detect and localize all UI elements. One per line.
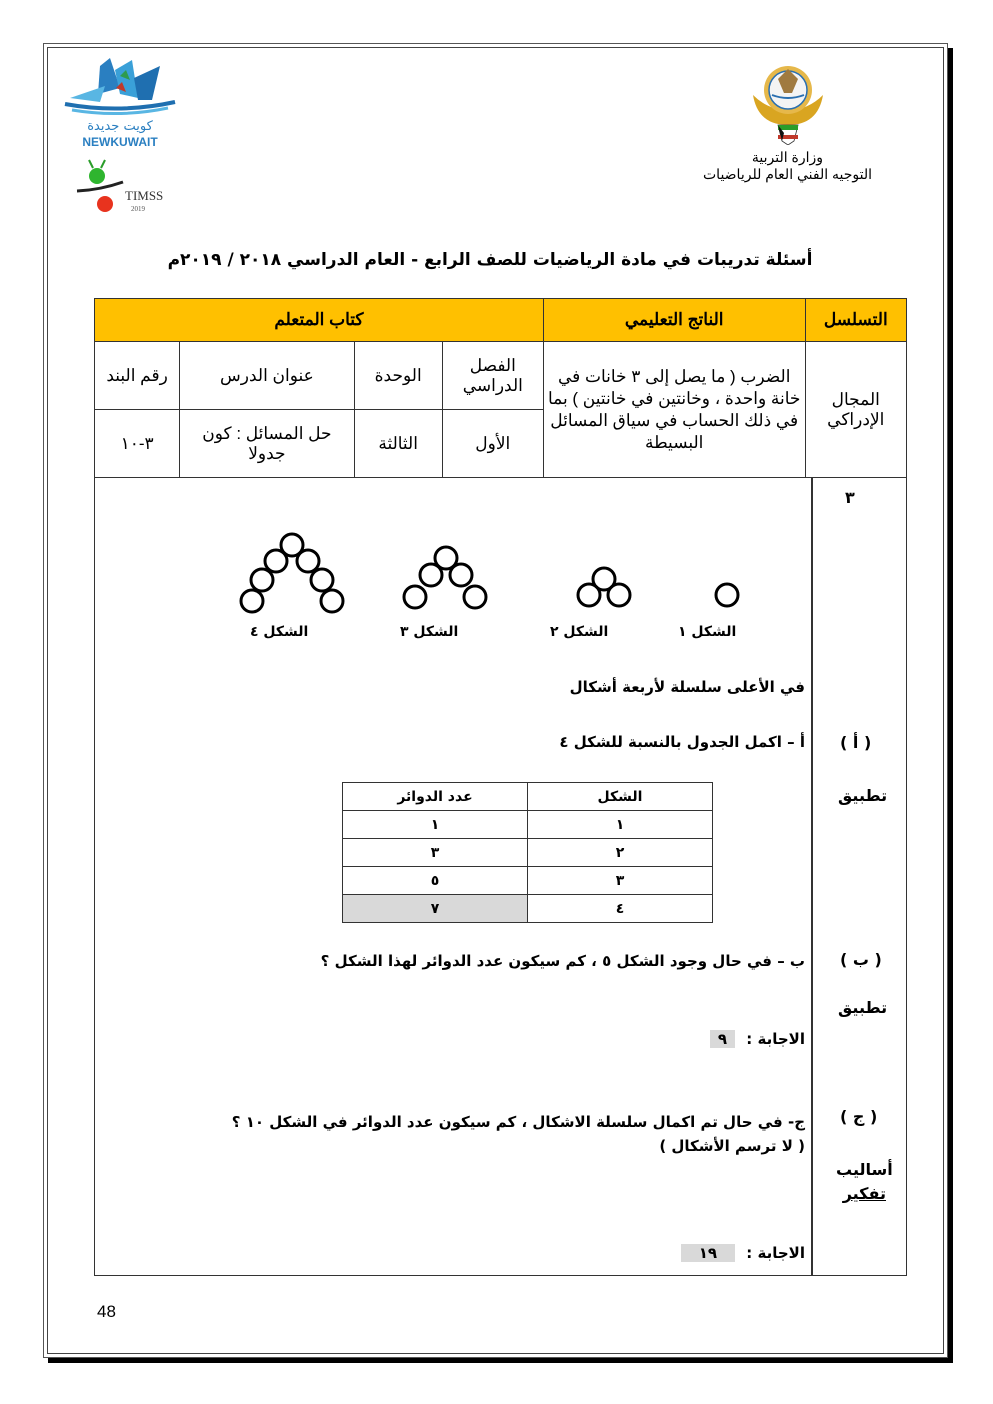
table-row xyxy=(343,839,713,867)
part-c-question-line1: ج- في حال تم اكمال سلسلة الاشكال ، كم سيكون عدد الدوائر في الشكل ١٠ ؟ xyxy=(231,1113,805,1131)
page-number: 48 xyxy=(97,1302,116,1321)
page-title: أسئلة تدريبات في مادة الرياضيات للصف الرابع - العام الدراسي ٢٠١٨ / ٢٠١٩م xyxy=(167,250,813,270)
cell-count: ١ xyxy=(343,811,528,839)
col-lesson-title: عنوان الدرس xyxy=(180,342,354,410)
info-table xyxy=(94,298,907,478)
cell-shape: ٢ xyxy=(528,839,713,867)
part-b-answer-box[interactable]: ٩ xyxy=(710,1030,735,1048)
answer-cell-count[interactable]: ٧ xyxy=(343,895,528,923)
kuwait-emblem-icon xyxy=(748,55,828,145)
header-sequence: التسلسل xyxy=(805,299,906,342)
part-c-answer-label: الاجابة : xyxy=(746,1244,805,1262)
shape-label-1: الشكل ١ xyxy=(678,624,737,640)
svg-text:NEWKUWAIT: NEWKUWAIT xyxy=(82,135,158,148)
cognitive-domain: المجال الإدراكي xyxy=(805,342,906,478)
part-b-label: ( ب ) xyxy=(840,950,882,969)
col-semester: الفصل الدراسي xyxy=(442,342,543,410)
part-b-skill: تطبيق xyxy=(838,998,888,1017)
header-learner-book: كتاب المتعلم xyxy=(95,299,544,342)
sequence-column-divider xyxy=(811,478,813,1276)
shape-label-2: الشكل ٢ xyxy=(550,624,609,640)
part-a-question: أ – اكمل الجدول بالنسبة للشكل ٤ xyxy=(559,733,805,751)
info-table-header-row xyxy=(95,299,907,342)
info-table-labels-row xyxy=(95,342,907,410)
value-semester: الأول xyxy=(442,410,543,478)
header-circle-count: عدد الدوائر xyxy=(343,783,528,811)
svg-text:TIMSS: TIMSS xyxy=(125,188,164,203)
part-c-skill-line2: تفكير xyxy=(842,1184,886,1203)
ministry-name: وزارة التربية xyxy=(751,149,824,165)
question-intro: في الأعلى سلسلة لأربعة أشكال xyxy=(569,678,805,696)
value-lesson-title: حل المسائل : كون جدولا xyxy=(180,410,354,478)
part-a-skill: تطبيق xyxy=(838,786,888,805)
svg-text:2019: 2019 xyxy=(131,205,145,213)
col-unit: الوحدة xyxy=(354,342,442,410)
part-b-answer-label: الاجابة : xyxy=(746,1030,805,1048)
value-unit: الثالثة xyxy=(354,410,442,478)
ministry-header xyxy=(680,55,895,183)
svg-text:كويت جديدة: كويت جديدة xyxy=(87,119,153,134)
part-c-question xyxy=(232,1110,805,1158)
timss-logo xyxy=(75,158,175,218)
cell-shape: ٣ xyxy=(528,867,713,895)
cell-count: ٣ xyxy=(343,839,528,867)
circle-pattern-figures xyxy=(230,525,760,625)
table-row xyxy=(343,811,713,839)
department-name: التوجيه الفني العام للرياضيات xyxy=(703,166,872,182)
part-a-label: ( أ ) xyxy=(840,733,872,752)
part-c-skill-line1: أساليب xyxy=(836,1160,893,1179)
table-row xyxy=(343,895,713,923)
cell-count: ٥ xyxy=(343,867,528,895)
part-c-question-line2: ( لا ترسم الأشكال ) xyxy=(659,1137,805,1155)
header-learning-outcome: الناتج التعليمي xyxy=(543,299,805,342)
shape-label-4: الشكل ٤ xyxy=(250,624,309,640)
value-item-number: ٣-١٠ xyxy=(95,410,180,478)
part-c-answer-row xyxy=(681,1244,805,1262)
new-kuwait-logo xyxy=(60,58,180,148)
timss-figure-icon xyxy=(75,158,175,218)
question-number: ٣ xyxy=(845,488,855,507)
part-b-answer-row xyxy=(710,1030,805,1048)
header-shape: الشكل xyxy=(528,783,713,811)
part-c-answer-box[interactable]: ١٩ xyxy=(681,1244,735,1262)
part-b-question: ب – في حال وجود الشكل ٥ ، كم سيكون عدد الدوائر لهذا الشكل ؟ xyxy=(320,952,805,970)
circles-table xyxy=(342,782,713,923)
cell-shape: ٤ xyxy=(528,895,713,923)
cell-shape: ١ xyxy=(528,811,713,839)
learning-outcome-text: الضرب ( ما يصل إلى ٣ خانات في خانة واحدة ، وخانتين في خانتين ) بما في ذلك الحساب في سياق المسائل البسيطة xyxy=(543,342,805,478)
circles-table-header xyxy=(343,783,713,811)
part-c-skill xyxy=(836,1158,893,1206)
table-row xyxy=(343,867,713,895)
part-c-label: ( ج ) xyxy=(840,1107,878,1126)
dhow-sail-icon xyxy=(60,58,180,148)
col-item-number: رقم البند xyxy=(95,342,180,410)
shape-label-3: الشكل ٣ xyxy=(400,624,459,640)
